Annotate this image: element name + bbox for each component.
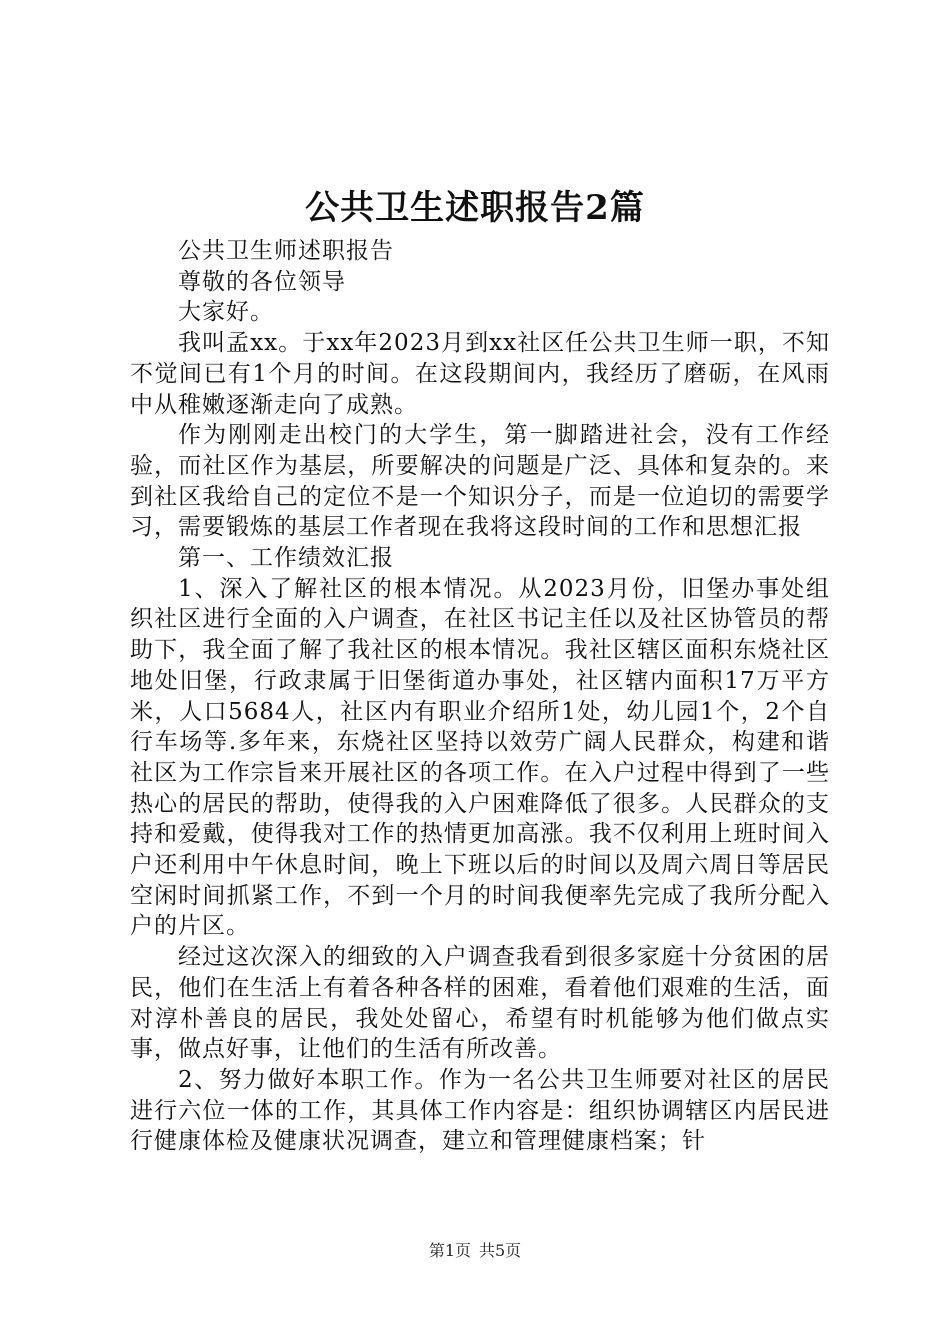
document-body bbox=[130, 236, 830, 1157]
page-footer bbox=[0, 1240, 950, 1262]
section-heading-performance: 第一、工作绩效汇报 bbox=[178, 545, 394, 572]
page-total: 共5页 bbox=[479, 1241, 522, 1260]
paragraph-background: 作为刚刚走出校门的大学生，第一脚踏进社会，没有工作经验，而社区作为基层，所要解决的问题是广泛、具体和复杂的。来到社区我给自己的定位不是一个知识分子，而是一位迫切的需要学习，需要锻炼的基层工作者现在我将这段时间的工作和思想汇报 bbox=[130, 422, 830, 541]
paragraph-salutation: 尊敬的各位领导 bbox=[178, 268, 346, 295]
paragraph-introduction: 我叫孟xx。于xx年2023月到xx社区任公共卫生师一职，不知不觉间已有1个月的时间。在这段期间内，我经历了磨砺，在风雨中从稚嫩逐渐走向了成熟。 bbox=[130, 330, 830, 418]
paragraph-item-1: 1、深入了解社区的根本情况。从2023月份，旧堡办事处组织社区进行全面的入户调查，在社区书记主任以及社区协管员的帮助下，我全面了解了我社区的根本情况。我社区辖区面积东烧社区地处旧堡，行政隶属于旧堡街道办事处，社区辖内面积17万平方米，人口5684人，社区内有职业介绍所1处，幼儿园1个，2个自行车场等.多年来，东烧社区坚持以效劳广阔人民群众，构建和谐社区为工作宗旨来开展社区的各项工作。在入户过程中得到了一些热心的居民的帮助，使得我的入户困难降低了很多。人民群众的支持和爱戴，使得我对工作的热情更加高涨。我不仅利用上班时间入户还利用中午休息时间，晚上下班以后的时间以及周六周日等居民空闲时间抓紧工作，不到一个月的时间我便率先完成了我所分配入户的片区。 bbox=[130, 575, 830, 940]
paragraph-greeting: 大家好。 bbox=[178, 299, 274, 326]
page-number: 第1页 bbox=[428, 1241, 471, 1260]
paragraph-subtitle: 公共卫生师述职报告 bbox=[178, 238, 394, 264]
paragraph-survey-reflection: 经过这次深入的细致的入户调查我看到很多家庭十分贫困的居民，他们在生活上有着各种各样的困难，看着他们艰难的生活，面对淳朴善良的居民，我处处留心，希望有时机能够为他们做点实事，做点好事，让他们的生活有所改善。 bbox=[130, 944, 830, 1063]
document-title: 公共卫生述职报告2篇 bbox=[305, 188, 645, 228]
paragraph-item-2: 2、努力做好本职工作。作为一名公共卫生师要对社区的居民进行六位一体的工作，其具体工作内容是：组织协调辖区内居民进行健康体检及健康状况调查，建立和管理健康档案；针 bbox=[130, 1066, 830, 1155]
